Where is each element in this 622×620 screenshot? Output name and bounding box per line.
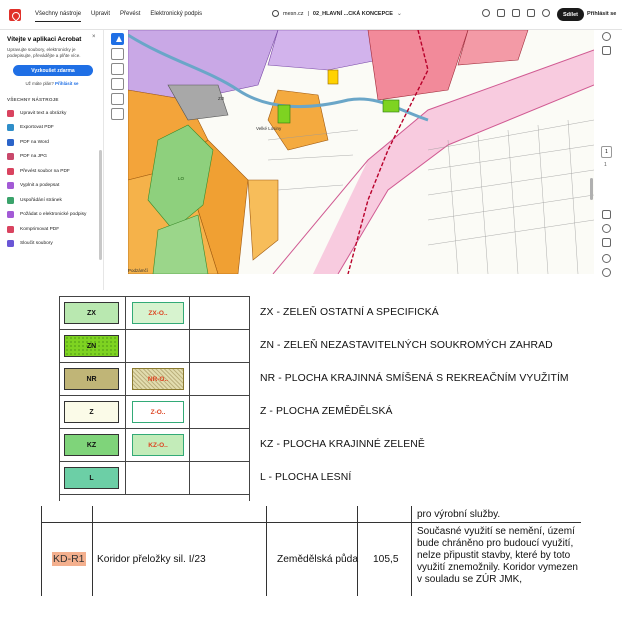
tool-item[interactable] — [7, 237, 97, 252]
legend-code-cell — [60, 462, 126, 494]
have-plan-text: Už máte plán? — [25, 81, 54, 86]
search-icon[interactable] — [482, 9, 490, 17]
legend-swatch: L — [64, 467, 119, 489]
legend-row — [60, 395, 250, 428]
tool-label: Převést soubor na PDF — [20, 168, 70, 174]
land-use-map — [128, 30, 594, 274]
tool-item[interactable] — [7, 164, 97, 179]
tool-label: Požádat o elektronické podpisy — [20, 212, 87, 218]
legend-code-cell — [60, 297, 126, 329]
tool-label: Komprimovat PDF — [20, 226, 60, 232]
tool-item[interactable] — [7, 121, 97, 136]
acrobat-logo-icon[interactable] — [9, 9, 21, 21]
legend-alt-swatch: ZX-O.. — [132, 302, 184, 324]
legend-code-cell — [60, 330, 126, 362]
comment-icon[interactable] — [111, 48, 124, 60]
top-toolbar — [0, 0, 622, 30]
map-forest-label: LO — [178, 176, 185, 181]
legend-alt-cell — [126, 330, 190, 362]
fill-sign-icon — [7, 182, 14, 189]
corridor-table — [41, 506, 581, 596]
toolbar-icons — [482, 9, 550, 17]
tool-label: Exportovat PDF — [20, 125, 54, 131]
previous-row-note: pro výrobní služby. — [417, 509, 501, 520]
corridor-area: 105,5 — [373, 554, 399, 565]
legend-description: ZN - ZELEŇ NEZASTAVITELNÝCH SOUKROMÝCH ZAHRAD — [260, 340, 553, 351]
select-cursor-icon[interactable] — [111, 33, 124, 45]
legend-swatch: NR — [64, 368, 119, 390]
legend-alt-cell — [126, 429, 190, 461]
tool-label: PDF na Word — [20, 139, 49, 145]
page-total: 1 — [604, 162, 607, 168]
tool-item[interactable] — [7, 208, 97, 223]
ai-assistant-icon[interactable] — [602, 32, 611, 41]
tool-label: Uspořádání stránek — [20, 197, 62, 203]
legend-row-cropped — [60, 494, 250, 501]
table-divider — [357, 506, 358, 596]
download-icon[interactable] — [512, 9, 520, 17]
panel-scrollbar[interactable] — [99, 150, 102, 260]
fit-page-icon[interactable] — [602, 238, 611, 247]
legend-grid — [59, 296, 249, 501]
left-tools-panel — [0, 30, 104, 290]
map-legend — [59, 296, 580, 501]
zoom-in-icon[interactable] — [602, 254, 611, 263]
legend-row — [60, 428, 250, 461]
legend-swatch: Z — [64, 401, 119, 423]
legend-description: Z - PLOCHA ZEMĚDĚLSKÁ — [260, 406, 393, 417]
tool-item[interactable] — [7, 150, 97, 165]
panel-description: Upravujte soubory, elektronicky je podepisujte, převádějte a plňte více. — [7, 47, 81, 58]
corridor-note: Současné využití se nemění, území bude chráněno pro budoucí využití, nelze připustit stavby, které by toto využití znemožnily. Koridor vymezen v souladu se ZÚR JMK, — [417, 526, 578, 585]
copy-icon[interactable] — [497, 9, 505, 17]
pdf-to-jpg-icon — [7, 153, 14, 160]
corridor-name: Koridor přeložky sil. I/23 — [97, 554, 206, 565]
document-title: 02_HLAVNÍ ...CKÁ KONCEPCE — [312, 10, 393, 17]
legend-swatch: ZN — [64, 335, 119, 357]
legend-alt-cell — [126, 396, 190, 428]
legend-row — [60, 461, 250, 494]
share-button[interactable]: Sdílet — [557, 8, 584, 21]
legend-swatch: ZX — [64, 302, 119, 324]
tool-label: PDF na JPG — [20, 154, 47, 160]
main-menu — [35, 7, 202, 22]
tool-label: Vyplnit a podepsat — [20, 183, 60, 189]
export-pdf-icon — [7, 124, 14, 131]
annotation-toolbar — [108, 30, 126, 130]
legend-row — [60, 329, 250, 362]
thumbnails-icon[interactable] — [602, 46, 611, 55]
map-village-label: Velké Losiny — [256, 126, 282, 131]
document-host: mesn.cz — [283, 10, 304, 17]
tool-label: Sloučit soubory — [20, 241, 53, 247]
compress-pdf-icon — [7, 226, 14, 233]
all-tools-heading: VŠECHNY NÁSTROJE — [7, 97, 59, 102]
table-divider — [411, 506, 412, 596]
legend-alt-cell — [126, 297, 190, 329]
menu-convert[interactable]: Převést — [120, 11, 141, 17]
edit-text-icon — [7, 110, 14, 117]
legend-alt-cell — [126, 462, 190, 494]
print-icon[interactable] — [527, 9, 535, 17]
stamp-icon[interactable] — [111, 108, 124, 120]
table-border-left — [41, 506, 42, 596]
organize-pages-icon — [7, 197, 14, 204]
legend-alt-cell — [126, 363, 190, 395]
try-free-button[interactable]: Vyzkoušet zdarma — [13, 65, 93, 76]
legend-description: KZ - PLOCHA KRAJINNÉ ZELENĚ — [260, 439, 425, 450]
request-signature-icon — [7, 211, 14, 218]
chevron-down-icon[interactable]: ⌄ — [396, 11, 402, 17]
page-number-input[interactable]: 1 — [601, 146, 612, 158]
legend-row — [60, 296, 250, 329]
login-link[interactable]: Přihlásit se — [587, 11, 617, 17]
tool-label: Upravit text a obrázky — [20, 110, 67, 116]
close-icon[interactable]: × — [92, 34, 96, 40]
document-title-area[interactable] — [272, 10, 402, 17]
have-plan-row — [7, 81, 97, 86]
menu-all-tools[interactable]: Všechny nástroje — [35, 7, 81, 22]
legend-description: ZX - ZELEŇ OSTATNÍ A SPECIFICKÁ — [260, 307, 439, 318]
legend-description: L - PLOCHA LESNÍ — [260, 472, 352, 483]
text-tool-icon[interactable] — [111, 93, 124, 105]
menu-edit[interactable]: Upravit — [91, 11, 111, 17]
table-divider — [92, 506, 93, 596]
legend-description: NR - PLOCHA KRAJINNÁ SMÍŠENÁ S REKREAČNÍM VYUŽITÍM — [260, 373, 569, 384]
tool-item[interactable] — [7, 179, 97, 194]
tool-item[interactable] — [7, 193, 97, 208]
refresh-icon[interactable] — [602, 224, 611, 233]
panel-login-link[interactable]: Přihlásit se — [55, 81, 79, 86]
corridor-code: KD-R1 — [53, 553, 85, 565]
zoom-out-icon[interactable] — [602, 268, 611, 277]
legend-alt-swatch: KZ-O.. — [132, 434, 184, 456]
legend-code-cell — [60, 363, 126, 395]
globe-icon — [272, 10, 279, 17]
legend-swatch: KZ — [64, 434, 119, 456]
merge-files-icon — [7, 240, 14, 247]
right-rail — [594, 30, 622, 274]
corridor-land-type: Zemědělská půda — [277, 554, 358, 565]
panel-title: Vítejte v aplikaci Acrobat — [7, 36, 82, 43]
highlight-icon[interactable] — [111, 63, 124, 75]
draw-icon[interactable] — [111, 78, 124, 90]
legend-alt-swatch: NR-O.. — [132, 368, 184, 390]
map-bottom-label: Podzámčí — [128, 268, 149, 273]
more-options-icon[interactable] — [542, 9, 550, 17]
pdf-map-view[interactable] — [128, 30, 594, 274]
pdf-to-word-icon — [7, 139, 14, 146]
tool-list — [7, 106, 97, 251]
tool-item[interactable] — [7, 106, 97, 121]
tool-item[interactable] — [7, 135, 97, 150]
menu-esign[interactable]: Elektronický podpis — [150, 11, 203, 17]
rotate-icon[interactable] — [602, 210, 611, 219]
table-divider — [266, 506, 267, 596]
legend-code-cell — [60, 396, 126, 428]
tool-item[interactable] — [7, 222, 97, 237]
legend-alt-swatch: Z-O.. — [132, 401, 184, 423]
map-zone-label: ZO — [218, 96, 225, 101]
legend-row — [60, 362, 250, 395]
table-row-divider — [41, 522, 581, 523]
legend-code-cell — [60, 429, 126, 461]
title-separator: | — [307, 10, 309, 17]
map-scrollbar[interactable] — [590, 178, 593, 200]
convert-to-pdf-icon — [7, 168, 14, 175]
